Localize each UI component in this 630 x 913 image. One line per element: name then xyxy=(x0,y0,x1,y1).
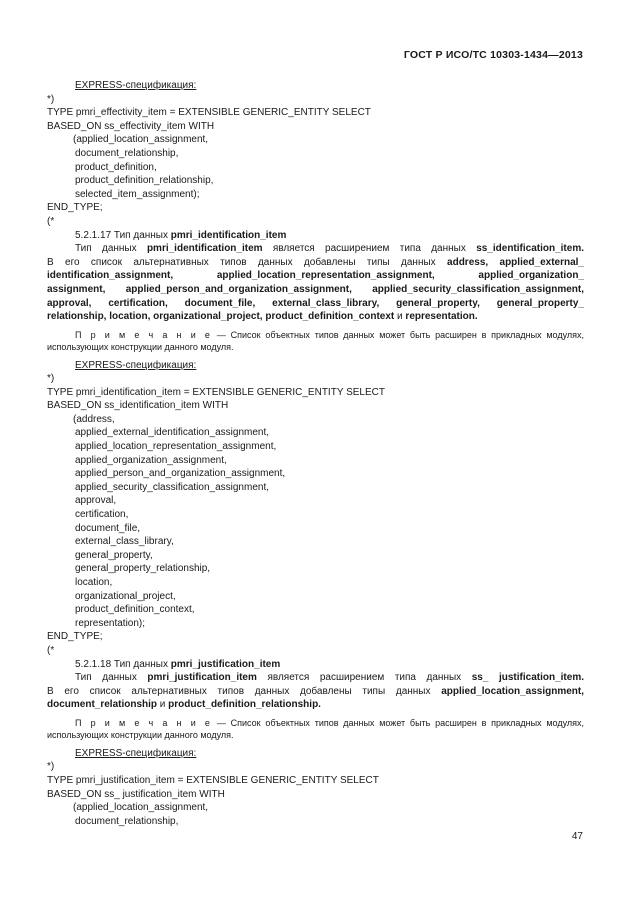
code-line: approval, xyxy=(75,495,117,507)
text: relationship, location, organizational_project, product_definition_context xyxy=(47,311,395,323)
code-line: certification, xyxy=(75,509,129,521)
text: В его список альтернативных типов данных добавлены типы данных xyxy=(47,256,448,268)
text: document_relationship xyxy=(47,699,158,711)
code-line: TYPE pmri_justification_item = EXTENSIBLE GENERIC_ENTITY SELECT xyxy=(47,774,379,786)
code-line: product_definition_relationship, xyxy=(75,175,214,187)
paragraph-line xyxy=(47,297,584,311)
code-line: applied_person_and_organization_assignment, xyxy=(75,468,286,480)
text: identification_assignment, applied_location_representation_assignment, applied_organization_ xyxy=(47,270,584,282)
heading-name: pmri_identification_item xyxy=(170,229,287,241)
text: applied_location_assignment, xyxy=(441,685,584,697)
code-line: BASED_ON ss_identification_item WITH xyxy=(47,400,229,412)
note-label: П р и м е ч а н и е xyxy=(75,329,213,340)
section-heading xyxy=(47,658,584,672)
code-line: document_relationship, xyxy=(75,147,179,159)
paragraph-line xyxy=(47,256,584,270)
heading-prefix: 5.2.1.17 Тип данных xyxy=(75,229,171,241)
code-line: general_property_relationship, xyxy=(75,563,211,575)
code-line: TYPE pmri_identification_item = EXTENSIBLE GENERIC_ENTITY SELECT xyxy=(47,386,385,398)
text: representation. xyxy=(405,311,478,323)
express-label: EXPRESS-спецификация: xyxy=(75,80,197,91)
document-header: ГОСТ Р ИСО/ТС 10303-1434—2013 xyxy=(403,49,583,61)
express-label: EXPRESS-спецификация: xyxy=(75,747,197,759)
code-line: document_relationship, xyxy=(75,815,179,827)
code-line: product_definition_context, xyxy=(75,604,195,616)
code-line: applied_organization_assignment, xyxy=(75,454,227,466)
code-line: organizational_project, xyxy=(75,590,176,602)
code-line: (applied_location_assignment, xyxy=(73,802,209,814)
heading-name: pmri_justification_item xyxy=(170,658,281,670)
text: — Список объектных типов данных может быть расширен в прикладных модулях, xyxy=(212,329,584,340)
page-content xyxy=(47,79,584,828)
code-line: END_TYPE; xyxy=(47,631,103,643)
text: ss_ justification_item. xyxy=(471,672,584,684)
code-line: selected_item_assignment); xyxy=(75,188,200,200)
text: и xyxy=(394,311,406,323)
code-line: applied_external_identification_assignment, xyxy=(75,427,270,439)
code-line: BASED_ON ss_effectivity_item WITH xyxy=(47,120,215,132)
page-number: 47 xyxy=(571,831,583,842)
text: — Список объектных типов данных может быть расширен в прикладных модулях, xyxy=(212,717,584,728)
code-line: TYPE pmri_effectivity_item = EXTENSIBLE GENERIC_ENTITY SELECT xyxy=(47,107,371,119)
text: и xyxy=(157,699,169,711)
note-line: использующих конструкции данного модуля. xyxy=(47,730,234,741)
text: ss_identification_item. xyxy=(476,243,584,255)
heading-prefix: 5.2.1.18 Тип данных xyxy=(75,658,171,670)
code-line: general_property, xyxy=(75,549,153,561)
text: address, applied_external_ xyxy=(447,256,584,268)
section-heading xyxy=(47,229,584,243)
note-label: П р и м е ч а н и е xyxy=(75,717,213,728)
code-line: (* xyxy=(47,215,55,227)
code-line: representation); xyxy=(75,617,146,629)
code-line: external_class_library, xyxy=(75,536,174,548)
text: является расширением типа данных xyxy=(262,243,477,255)
code-line: END_TYPE; xyxy=(47,202,103,214)
text: approval, certification, document_file, external_class_library, general_property, general_property_ xyxy=(47,297,584,309)
paragraph-line xyxy=(47,283,584,297)
text: pmri_justification_item xyxy=(147,672,257,684)
code-line: applied_security_classification_assignment, xyxy=(75,481,269,493)
text: В его список альтернативных типов данных добавлены типы данных xyxy=(47,685,442,697)
paragraph-line xyxy=(47,671,584,685)
code-line: applied_location_representation_assignment, xyxy=(75,441,277,453)
paragraph-line xyxy=(47,310,584,324)
paragraph-line xyxy=(47,685,584,699)
text: assignment, applied_person_and_organization_assignment, applied_security_classification_assignment, xyxy=(47,283,584,295)
text: Тип данных xyxy=(75,672,148,684)
paragraph-line xyxy=(47,269,584,283)
text: pmri_identification_item xyxy=(146,243,263,255)
code-line: *) xyxy=(47,761,55,773)
paragraph-line xyxy=(47,698,584,712)
code-line: *) xyxy=(47,373,55,385)
text: Тип данных xyxy=(75,243,147,255)
note-line xyxy=(47,329,584,341)
text: является расширением типа данных xyxy=(256,672,472,684)
code-line: BASED_ON ss_ justification_item WITH xyxy=(47,788,225,800)
note-line xyxy=(47,717,584,729)
code-line: product_definition, xyxy=(75,161,157,173)
paragraph-line xyxy=(47,242,584,256)
code-line: location, xyxy=(75,577,113,588)
code-line: (applied_location_assignment, xyxy=(73,134,209,146)
code-line: (address, xyxy=(73,413,115,425)
note-line: использующих конструкции данного модуля. xyxy=(47,342,234,353)
code-line: document_file, xyxy=(75,522,141,534)
code-line: (* xyxy=(47,644,55,656)
text: product_definition_relationship. xyxy=(168,699,321,711)
code-line: *) xyxy=(47,93,55,105)
express-label: EXPRESS-спецификация: xyxy=(75,359,197,371)
